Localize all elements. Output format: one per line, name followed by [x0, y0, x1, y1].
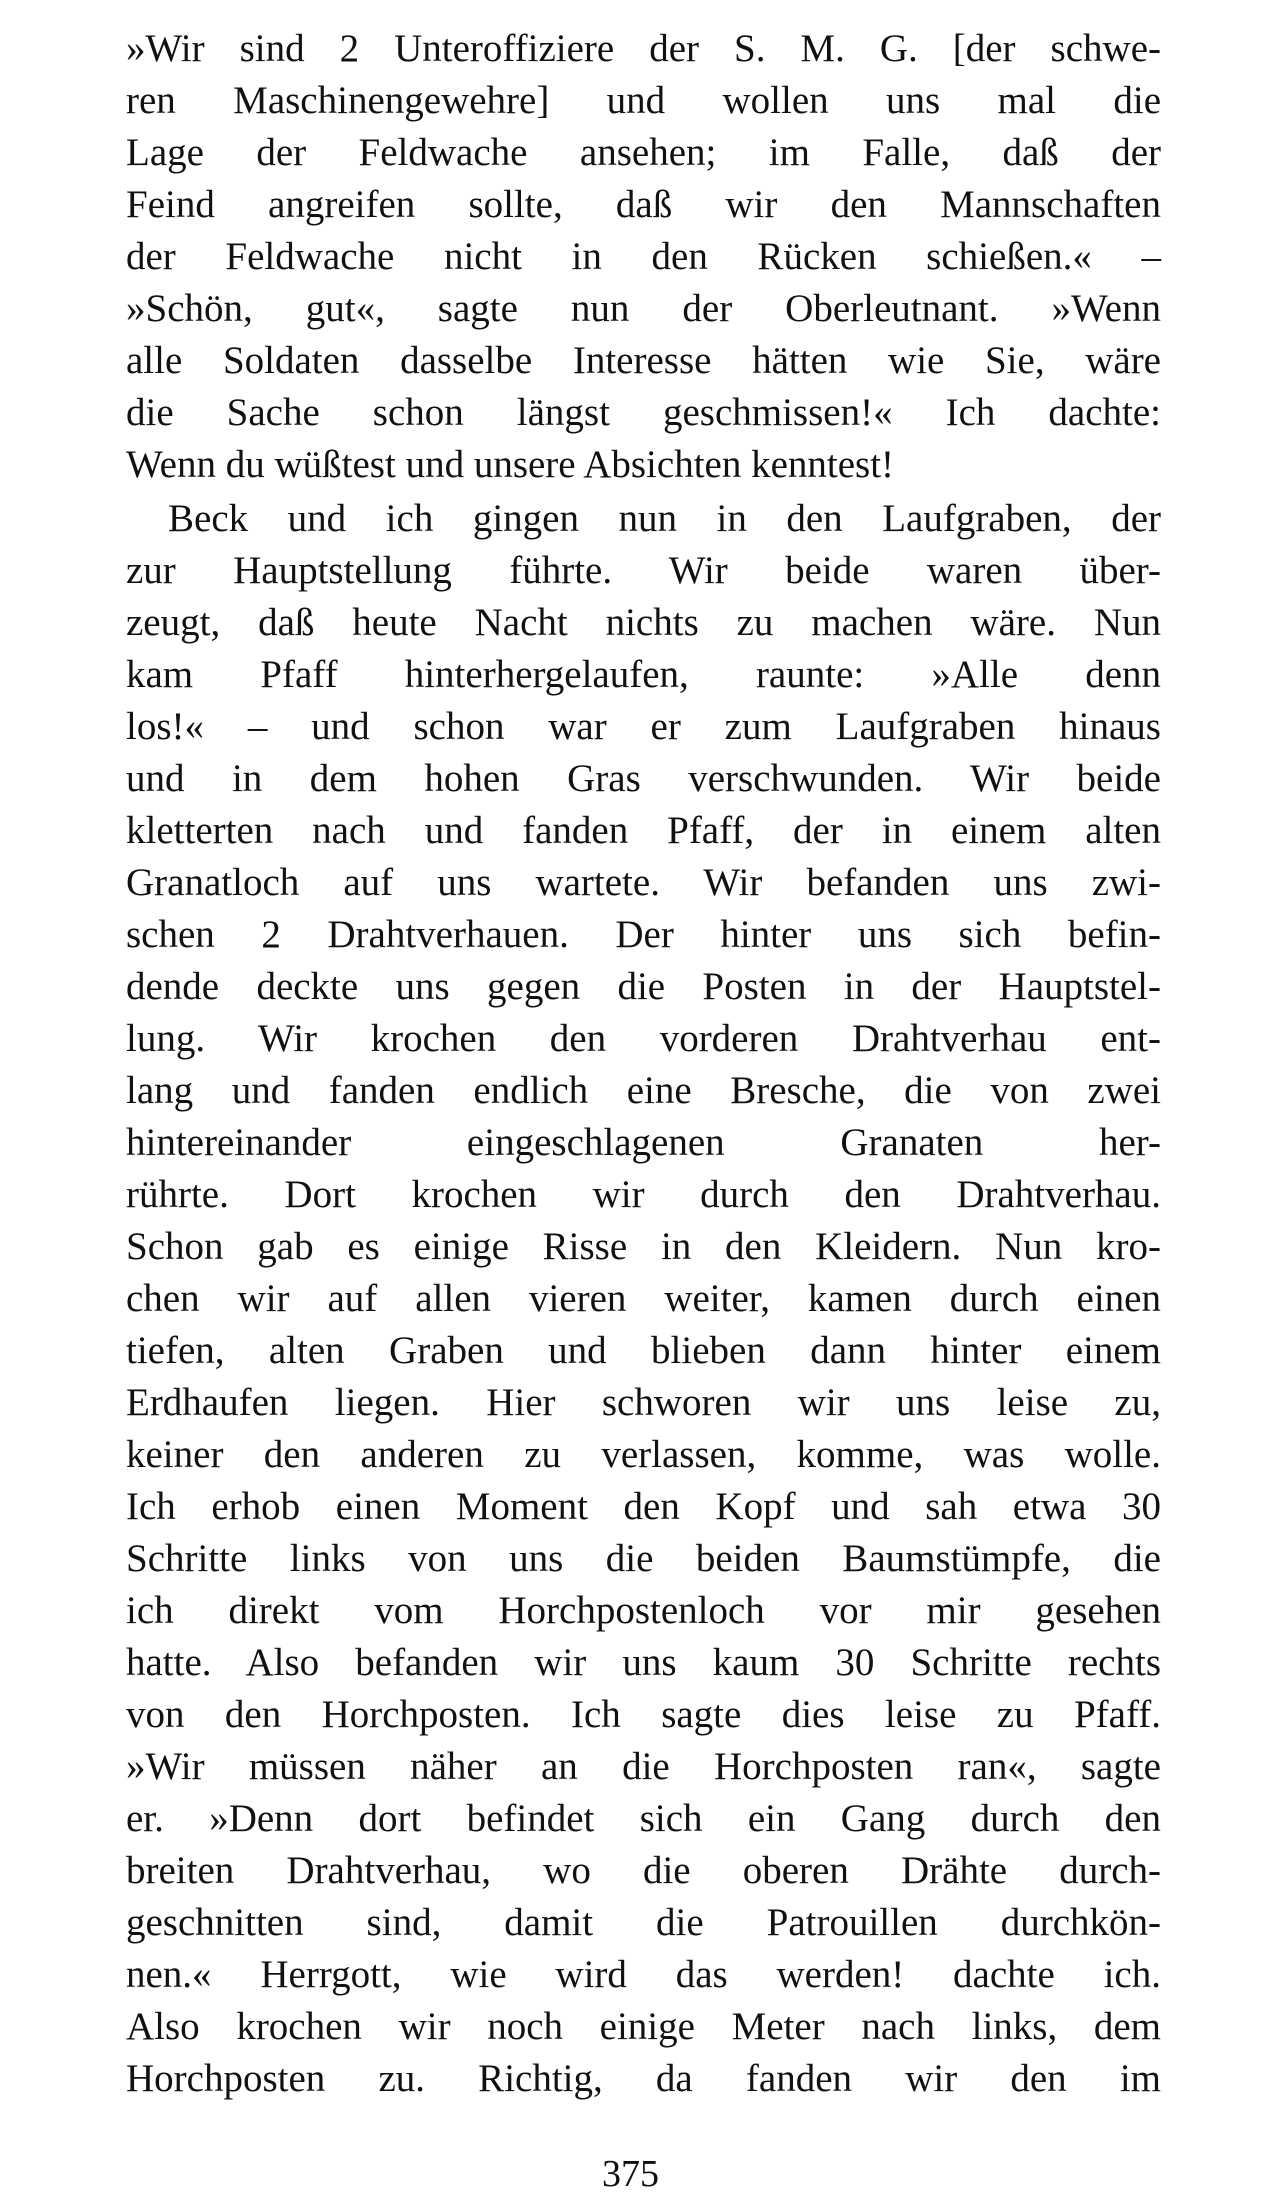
text-line: chen wir auf allen vieren weiter, kamen durch einen	[126, 1277, 1161, 1320]
page-number: 375	[602, 2153, 659, 2195]
text-line: Horchposten zu. Richtig, da fanden wir den im	[126, 2057, 1161, 2100]
text-line: Erdhaufen liegen. Hier schworen wir uns leise zu,	[126, 1381, 1161, 1424]
text-line: hintereinander eingeschlagenen Granaten her-	[126, 1121, 1161, 1164]
text-line: zeugt, daß heute Nacht nichts zu machen wäre. Nun	[126, 601, 1161, 644]
text-line: alle Soldaten dasselbe Interesse hätten wie Sie, wäre	[126, 339, 1161, 382]
text-line: »Schön, gut«, sagte nun der Oberleutnant. »Wenn	[126, 287, 1161, 330]
text-line: und in dem hohen Gras verschwunden. Wir beide	[126, 757, 1161, 800]
text-line: ich direkt vom Horchpostenloch vor mir gesehen	[126, 1589, 1161, 1632]
text-line: tiefen, alten Graben und blieben dann hinter einem	[126, 1329, 1161, 1372]
text-line: Granatloch auf uns wartete. Wir befanden uns zwi-	[126, 861, 1161, 904]
text-line: los!« – und schon war er zum Laufgraben hinaus	[126, 705, 1161, 748]
text-line: rührte. Dort krochen wir durch den Drahtverhau.	[126, 1173, 1161, 1216]
text-line: nen.« Herrgott, wie wird das werden! dachte ich.	[126, 1953, 1161, 1996]
text-line: Schon gab es einige Risse in den Kleidern. Nun kro-	[126, 1225, 1161, 1268]
text-line: Also krochen wir noch einige Meter nach links, dem	[126, 2005, 1161, 2048]
text-line: die Sache schon längst geschmissen!« Ich dachte:	[126, 391, 1161, 434]
text-line: er. »Denn dort befindet sich ein Gang durch den	[126, 1797, 1161, 1840]
text-line: der Feldwache nicht in den Rücken schießen.« –	[126, 235, 1161, 278]
text-line: breiten Drahtverhau, wo die oberen Drähte durch-	[126, 1849, 1161, 1892]
text-line: kletterten nach und fanden Pfaff, der in einem alten	[126, 809, 1161, 852]
text-line: dende deckte uns gegen die Posten in der Hauptstel-	[126, 965, 1161, 1008]
text-line: hatte. Also befanden wir uns kaum 30 Schritte rechts	[126, 1641, 1161, 1684]
text-line: Lage der Feldwache ansehen; im Falle, daß der	[126, 131, 1161, 174]
text-line: keiner den anderen zu verlassen, komme, was wolle.	[126, 1433, 1161, 1476]
text-line: lung. Wir krochen den vorderen Drahtverhau ent-	[126, 1017, 1161, 1060]
paragraph-last-line: Wenn du wüßtest und unsere Absichten kenntest!	[126, 443, 895, 486]
text-line: zur Hauptstellung führte. Wir beide waren über-	[126, 549, 1161, 592]
text-line: »Wir sind 2 Unteroffiziere der S. M. G. [der schwe-	[126, 27, 1161, 70]
text-line: von den Horchposten. Ich sagte dies leise zu Pfaff.	[126, 1693, 1161, 1736]
text-line: »Wir müssen näher an die Horchposten ran«, sagte	[126, 1745, 1161, 1788]
text-line: lang und fanden endlich eine Bresche, die von zwei	[126, 1069, 1161, 1112]
text-line: ren Maschinengewehre] und wollen uns mal die	[126, 79, 1161, 122]
text-line: Ich erhob einen Moment den Kopf und sah etwa 30	[126, 1485, 1161, 1528]
text-line: Feind angreifen sollte, daß wir den Mannschaften	[126, 183, 1161, 226]
text-line: geschnitten sind, damit die Patrouillen durchkön-	[126, 1901, 1161, 1944]
text-line: kam Pfaff hinterhergelaufen, raunte: »Alle denn	[126, 653, 1161, 696]
paragraph-first-line: Beck und ich gingen nun in den Laufgraben, der	[168, 497, 1161, 540]
text-line: schen 2 Drahtverhauen. Der hinter uns sich befin-	[126, 913, 1161, 956]
text-line: Schritte links von uns die beiden Baumstümpfe, die	[126, 1537, 1161, 1580]
